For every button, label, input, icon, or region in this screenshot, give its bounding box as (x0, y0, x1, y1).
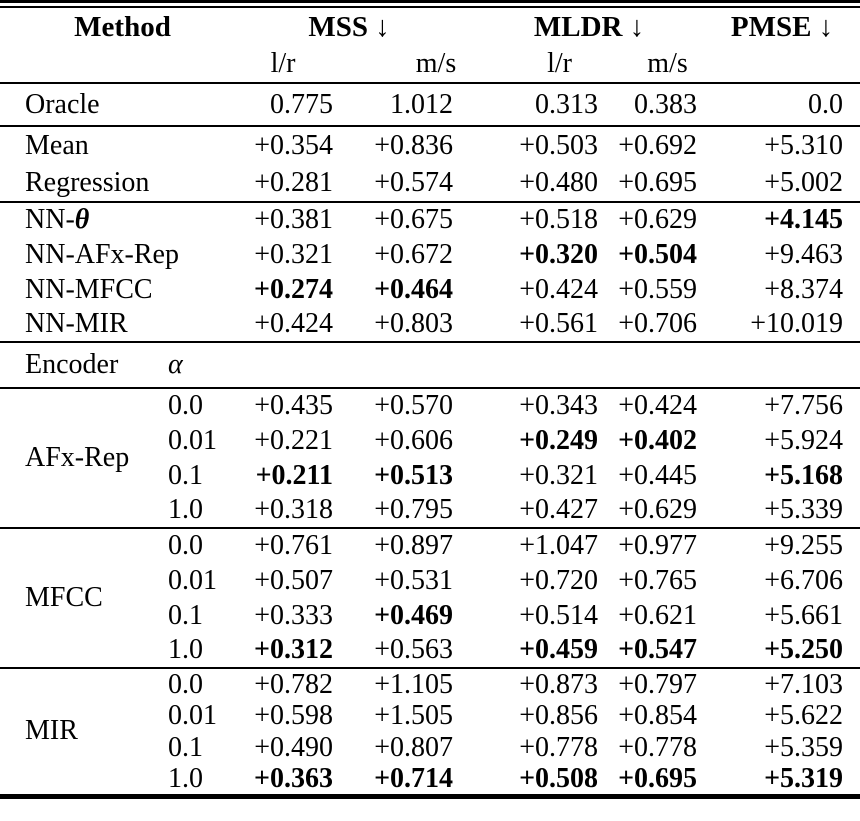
empty-cell (697, 342, 860, 388)
alpha-value: 0.1 (168, 459, 203, 491)
value-cell-mss-ms: +0.897 (374, 530, 454, 561)
method-name: NN-MIR (25, 308, 128, 339)
alpha-value: 0.01 (168, 700, 217, 731)
value-cell-mldr-lr: +0.720 (519, 564, 599, 596)
value-cell-pmse: +9.463 (764, 238, 844, 270)
value-cell-mldr-ms: +0.765 (618, 564, 698, 596)
value-cell-mss-lr: +0.274 (254, 273, 334, 305)
value-cell-mss-lr: +0.333 (254, 599, 334, 631)
alpha-value: 1.0 (168, 494, 203, 525)
subheader-spacer-right (697, 46, 860, 83)
subheader-mldr-lr (453, 46, 598, 83)
section-methods-0 (0, 83, 860, 126)
alpha-value: 1.0 (168, 762, 203, 794)
value-cell-mldr-ms: +0.621 (618, 599, 698, 631)
value-cell-mldr-ms: +0.445 (618, 459, 698, 491)
empty-cell (245, 342, 333, 388)
value-cell-mldr-ms: +0.629 (618, 204, 698, 235)
value-cell-mldr-ms: +0.695 (618, 762, 698, 794)
header-row-subcolumns (0, 46, 860, 83)
header-row-groups (0, 8, 860, 46)
table-row (0, 307, 860, 342)
value-cell-mldr-lr: +0.518 (519, 204, 599, 235)
value-cell-mss-lr: +0.318 (254, 494, 334, 525)
table-row (0, 202, 860, 237)
encoder-name: MFCC (25, 582, 103, 613)
value-cell-mldr-lr: 0.313 (535, 88, 599, 120)
value-cell-pmse: +5.661 (764, 599, 844, 631)
value-cell-pmse: +8.374 (764, 273, 844, 305)
value-cell-mss-lr: +0.381 (254, 204, 334, 235)
value-cell-mldr-ms: +0.559 (618, 273, 698, 305)
value-cell-mldr-lr: +0.459 (519, 634, 599, 665)
subheader-mss-lr (245, 46, 333, 83)
value-cell-mss-lr: +0.761 (254, 530, 334, 561)
section-encoder-mfcc (0, 528, 860, 668)
value-cell-mss-ms: +0.563 (374, 634, 454, 665)
col-header-mldr (453, 8, 697, 46)
table-row (0, 164, 860, 202)
value-cell-pmse: +7.103 (764, 668, 844, 700)
table-row (0, 126, 860, 164)
value-cell-mldr-ms: +0.629 (618, 494, 698, 525)
value-cell-mldr-lr: +0.427 (519, 494, 599, 525)
value-cell-mldr-ms: +0.547 (618, 634, 698, 665)
value-cell-mss-ms: +0.836 (374, 129, 454, 161)
section-encoder-mir (0, 668, 860, 796)
encoder-name: AFx-Rep (25, 442, 130, 473)
value-cell-mldr-lr: +0.561 (519, 308, 599, 339)
method-name: Regression (25, 166, 150, 198)
alpha-value: 0.1 (168, 599, 203, 631)
subheader-spacer-left (0, 46, 245, 83)
value-cell-pmse: +5.359 (764, 732, 844, 763)
value-cell-mss-lr: +0.221 (254, 424, 334, 456)
value-cell-mss-lr: +0.490 (254, 732, 334, 763)
value-cell-mldr-ms: +0.692 (618, 129, 698, 161)
method-name: Oracle (25, 88, 100, 120)
table-header (0, 8, 860, 83)
value-cell-mss-lr: +0.354 (254, 129, 334, 161)
alpha-value: 0.01 (168, 564, 217, 596)
value-cell-mldr-lr: +0.321 (519, 459, 599, 491)
value-cell-pmse: +10.019 (750, 308, 844, 339)
value-cell-mldr-ms: +0.977 (618, 530, 698, 561)
value-cell-mldr-ms: +0.797 (618, 668, 698, 700)
value-cell-mss-ms: +0.513 (374, 459, 454, 491)
value-cell-mldr-lr: +0.514 (519, 599, 599, 631)
alpha-column-label: α (168, 349, 183, 380)
value-cell-mss-lr: +0.507 (254, 564, 334, 596)
value-cell-mss-lr: +0.598 (254, 700, 334, 731)
value-cell-mldr-lr: +0.424 (519, 273, 599, 305)
value-cell-mldr-ms: +0.504 (618, 238, 698, 270)
value-cell-mldr-ms: +0.695 (618, 166, 698, 198)
alpha-value: 0.1 (168, 732, 203, 763)
method-name: NN-AFx-Rep (25, 238, 179, 270)
subheader-mss-lr-label: l/r (270, 48, 296, 79)
value-cell-pmse: +5.622 (764, 700, 844, 731)
table-row (0, 668, 860, 700)
value-cell-mss-lr: +0.424 (254, 308, 334, 339)
value-cell-mldr-ms: +0.706 (618, 308, 698, 339)
value-cell-mldr-lr: +0.343 (519, 390, 599, 421)
value-cell-pmse: +5.339 (764, 494, 844, 525)
section-methods-1 (0, 126, 860, 202)
col-header-mss (245, 8, 453, 46)
empty-cell (333, 342, 453, 388)
value-cell-pmse: +4.145 (764, 204, 844, 235)
value-cell-pmse: +6.706 (764, 564, 844, 596)
value-cell-pmse: +5.168 (764, 459, 844, 491)
value-cell-mldr-ms: +0.402 (618, 424, 698, 456)
value-cell-mss-ms: +0.675 (374, 204, 454, 235)
subheader-mss-ms-label: m/s (415, 48, 457, 79)
empty-cell (598, 342, 697, 388)
value-cell-mldr-lr: +0.778 (519, 732, 599, 763)
value-cell-mss-ms: 1.012 (390, 88, 454, 120)
table-row (0, 388, 860, 423)
alpha-value: 1.0 (168, 634, 203, 665)
section-methods-2 (0, 202, 860, 342)
value-cell-mss-ms: +0.606 (374, 424, 454, 456)
table-row (0, 237, 860, 272)
subheader-mldr-lr-label: l/r (547, 48, 572, 79)
value-cell-pmse: +5.002 (764, 166, 844, 198)
method-name: Mean (25, 129, 89, 161)
value-cell-mss-ms: +0.469 (374, 599, 454, 631)
value-cell-mss-lr: +0.312 (254, 634, 334, 665)
empty-cell (453, 342, 598, 388)
value-cell-pmse: +5.319 (764, 762, 844, 794)
value-cell-mldr-lr: +0.480 (519, 166, 599, 198)
subheader-mldr-ms-label: m/s (647, 48, 688, 79)
method-name: NN-θ (25, 204, 90, 235)
section-encoder-header (0, 342, 860, 388)
value-cell-mldr-ms: +0.854 (618, 700, 698, 731)
value-cell-mldr-lr: +0.508 (519, 762, 599, 794)
col-header-mss-label: MSS ↓ (308, 10, 390, 43)
col-header-pmse-label: PMSE ↓ (730, 10, 834, 43)
value-cell-mldr-ms: 0.383 (634, 88, 698, 120)
alpha-value: 0.0 (168, 530, 203, 561)
value-cell-pmse: +5.310 (764, 129, 844, 161)
value-cell-mss-lr: +0.321 (254, 238, 334, 270)
theta-symbol: θ (74, 204, 90, 235)
value-cell-mldr-lr: +0.320 (519, 238, 599, 270)
value-cell-mss-lr: +0.363 (254, 762, 334, 794)
value-cell-mldr-lr: +1.047 (519, 530, 599, 561)
table-row (0, 83, 860, 126)
value-cell-pmse: +7.756 (764, 390, 844, 421)
value-cell-pmse: +5.924 (764, 424, 844, 456)
value-cell-pmse: +9.255 (764, 530, 844, 561)
col-header-mldr-label: MLDR ↓ (533, 10, 645, 43)
value-cell-mss-ms: +1.105 (374, 668, 454, 700)
subheader-mss-ms (333, 46, 457, 83)
results-table (0, 8, 860, 799)
value-cell-mss-ms: +1.505 (374, 700, 454, 731)
section-encoder-afx-rep (0, 388, 860, 528)
value-cell-mss-ms: +0.803 (374, 308, 454, 339)
value-cell-pmse: +5.250 (764, 634, 844, 665)
value-cell-mldr-lr: +0.873 (519, 668, 599, 700)
alpha-value: 0.0 (168, 668, 203, 700)
col-header-pmse (697, 8, 860, 46)
table-row (0, 272, 860, 307)
value-cell-mss-ms: +0.570 (374, 390, 454, 421)
encoder-column-label: Encoder (25, 349, 119, 380)
value-cell-mss-ms: +0.574 (374, 166, 454, 198)
alpha-value: 0.0 (168, 390, 203, 421)
encoder-name: MIR (25, 715, 78, 747)
value-cell-mldr-ms: +0.778 (618, 732, 698, 763)
value-cell-mldr-ms: +0.424 (618, 390, 698, 421)
value-cell-mss-lr: +0.211 (255, 459, 334, 491)
encoder-header-row (0, 342, 860, 388)
value-cell-mss-lr: 0.775 (270, 88, 334, 120)
value-cell-mss-lr: +0.281 (254, 166, 334, 198)
value-cell-mss-lr: +0.435 (254, 390, 334, 421)
value-cell-mss-ms: +0.464 (374, 273, 454, 305)
value-cell-mss-ms: +0.672 (374, 238, 454, 270)
value-cell-mss-ms: +0.795 (374, 494, 454, 525)
value-cell-mldr-lr: +0.249 (519, 424, 599, 456)
value-cell-mss-ms: +0.531 (374, 564, 454, 596)
col-header-method: Method (74, 10, 171, 43)
subheader-mldr-ms (598, 46, 697, 83)
value-cell-mss-ms: +0.807 (374, 732, 454, 763)
alpha-value: 0.01 (168, 424, 217, 456)
table-row (0, 528, 860, 563)
value-cell-mldr-lr: +0.856 (519, 700, 599, 731)
value-cell-mldr-lr: +0.503 (519, 129, 599, 161)
method-name: NN-MFCC (25, 273, 153, 305)
value-cell-mss-lr: +0.782 (254, 668, 334, 700)
value-cell-pmse: 0.0 (808, 88, 844, 120)
value-cell-mss-ms: +0.714 (374, 762, 454, 794)
